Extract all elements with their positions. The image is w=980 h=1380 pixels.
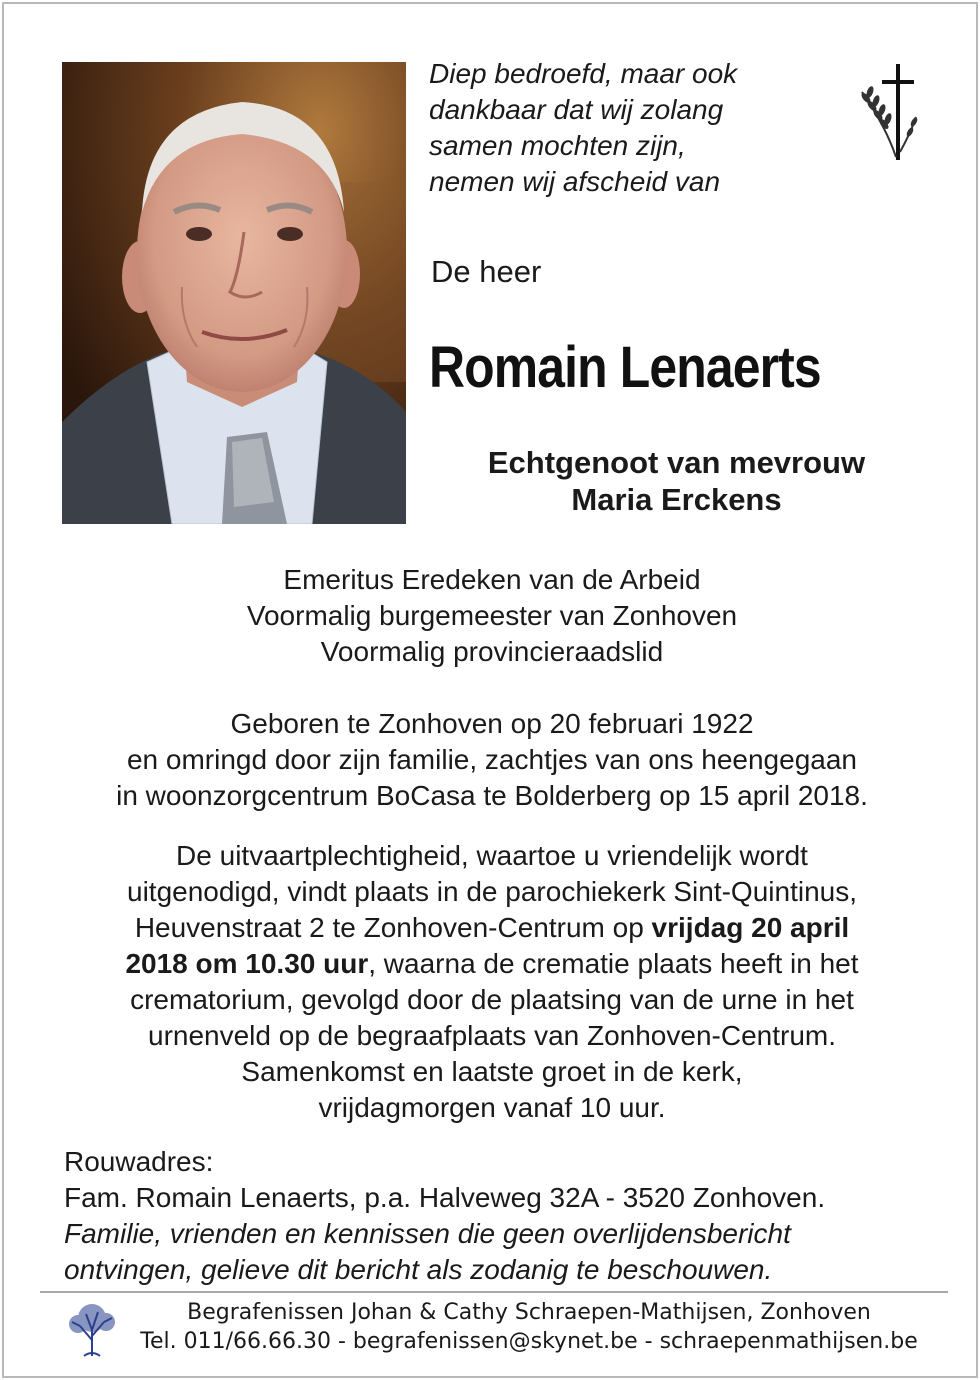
honorary-titles	[24, 562, 960, 670]
address-note: ontvingen, gelieve dit bericht als zodanig te beschouwen.	[64, 1254, 773, 1285]
funeral-line	[24, 946, 960, 982]
funeral-date: vrijdag 20 april	[651, 912, 850, 943]
death-place-line: in woonzorgcentrum BoCasa te Bolderberg op 15 april 2018.	[116, 780, 868, 811]
portrait-photo	[62, 62, 406, 524]
funeral-details	[24, 838, 960, 1126]
death-line: en omringd door zijn familie, zachtjes van ons heengegaan	[126, 744, 857, 775]
birth-line: Geboren te Zonhoven op 20 februari 1922	[230, 708, 754, 739]
mourning-address	[64, 1144, 944, 1288]
address-label: Rouwadres:	[64, 1146, 214, 1177]
honorary-title: Emeritus Eredeken van de Arbeid	[283, 564, 701, 595]
cross-with-wheat-icon	[856, 62, 926, 162]
birth-death-details	[24, 706, 960, 814]
honorary-title: Voormalig provincieraadslid	[320, 636, 664, 667]
funeral-home-footer	[104, 1298, 954, 1356]
spouse-line: Echtgenoot van mevrouw	[487, 445, 866, 480]
obituary-card	[2, 2, 978, 1378]
funeral-line: vrijdagmorgen vanaf 10 uur.	[318, 1092, 666, 1123]
funeral-home-name: Begrafenissen Johan & Cathy Schraepen-Mathijsen, Zonhoven	[187, 1300, 871, 1325]
footer-divider	[40, 1291, 948, 1293]
honorary-title: Voormalig burgemeester van Zonhoven	[246, 600, 738, 631]
funeral-home-contact: Tel. 011/66.66.30 - begrafenissen@skynet.be - schraepenmathijsen.be	[140, 1329, 918, 1354]
funeral-line: Samenkomst en laatste groet in de kerk,	[241, 1056, 743, 1087]
funeral-time: 2018 om 10.30 uur	[125, 948, 369, 979]
portrait-illustration	[62, 62, 406, 524]
intro-line: nemen wij afscheid van	[429, 166, 721, 197]
intro-line: Diep bedroefd, maar ook	[429, 58, 738, 89]
funeral-text: Heuvenstraat 2 te Zonhoven-Centrum op	[134, 912, 652, 943]
deceased-name: Romain Lenaerts	[429, 335, 821, 400]
address-note: Familie, vrienden en kennissen die geen overlijdensbericht	[64, 1218, 791, 1249]
intro-line: samen mochten zijn,	[429, 130, 686, 161]
funeral-line	[24, 910, 960, 946]
funeral-line: crematorium, gevolgd door de plaatsing van de urne in het	[130, 984, 854, 1015]
spouse-block	[424, 444, 929, 518]
honorific: De heer	[431, 254, 542, 289]
funeral-line: De uitvaartplechtigheid, waartoe u vriendelijk wordt	[176, 840, 808, 871]
funeral-line: uitgenodigd, vindt plaats in de parochiekerk Sint-Quintinus,	[127, 876, 857, 907]
funeral-line: urnenveld op de begraafplaats van Zonhoven-Centrum.	[148, 1020, 836, 1051]
address-line: Fam. Romain Lenaerts, p.a. Halveweg 32A - 3520 Zonhoven.	[64, 1182, 826, 1213]
funeral-text: , waarna de crematie plaats heeft in het	[368, 948, 859, 979]
spouse-name: Maria Erckens	[571, 482, 782, 517]
intro-text	[429, 56, 829, 200]
intro-line: dankbaar dat wij zolang	[429, 94, 724, 125]
